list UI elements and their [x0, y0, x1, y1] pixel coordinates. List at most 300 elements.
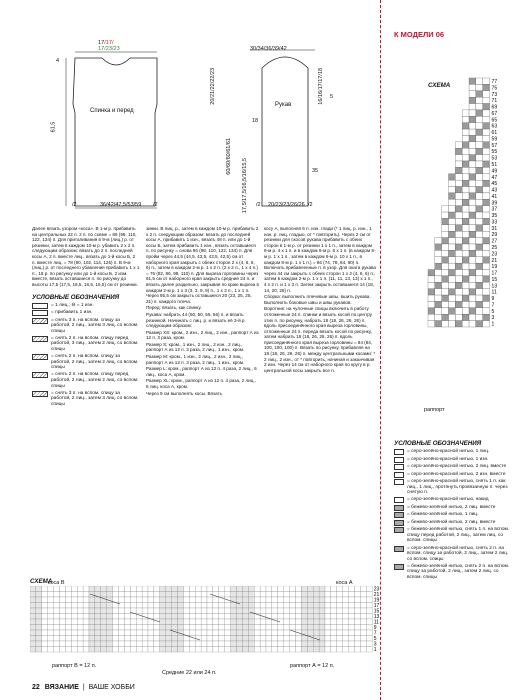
- scheme-cell: [483, 187, 490, 193]
- scheme-cell: [428, 282, 435, 288]
- scheme-cell: [469, 116, 476, 122]
- scheme-big-cell: [290, 603, 296, 609]
- scheme-big-cell: [77, 603, 83, 609]
- scheme-cell: [462, 282, 469, 288]
- scheme-big-cell: [284, 592, 290, 598]
- scheme-big-cell: [307, 614, 313, 620]
- col2-paragraph-4: Через 9 см выполнять косы. Вязать: [146, 390, 223, 396]
- scheme-big-cell: [195, 592, 201, 598]
- scheme-big-cell: [148, 630, 154, 636]
- scheme-big-cell: [42, 603, 48, 609]
- scheme-big-cell: [260, 597, 266, 603]
- scheme-big-cell: [54, 641, 60, 647]
- scheme-big-cell: [178, 608, 184, 614]
- scheme-big-cell: [337, 619, 343, 625]
- scheme-big-cell: [42, 625, 48, 631]
- scheme-big-cell: [160, 603, 166, 609]
- scheme-big-cell: [119, 592, 125, 598]
- scheme-big-cell: [225, 641, 231, 647]
- scheme-big-cell: [160, 636, 166, 642]
- scheme-big-cell: [172, 647, 178, 653]
- scheme-cell: [455, 301, 462, 307]
- scheme-cell: [449, 193, 456, 199]
- scheme-big-cell: [284, 597, 290, 603]
- scheme-big-cell: [201, 597, 207, 603]
- scheme-big-cell: [60, 608, 66, 614]
- scheme-big-cell: [77, 619, 83, 625]
- scheme-big-cell: [242, 641, 248, 647]
- scheme-big-cell: [343, 592, 349, 598]
- scheme-big-cell: [331, 592, 337, 598]
- scheme-big-cell: [178, 619, 184, 625]
- scheme-big-cell: [349, 608, 355, 614]
- scheme-cell: [483, 206, 490, 212]
- scheme-big-cell: [254, 641, 260, 647]
- legend-right-text: = бежево-зелёной нитью, 2 лиц. вместе: [407, 504, 496, 510]
- scheme-big-cell: [148, 597, 154, 603]
- scheme-big-cell: [355, 603, 361, 609]
- scheme-big-cell: [130, 614, 136, 620]
- scheme-big-cell: [154, 641, 160, 647]
- scheme-big-cell: [266, 603, 272, 609]
- scheme-big-cell: [272, 586, 278, 592]
- scheme-big-cell: [213, 603, 219, 609]
- scheme-big-cell: [242, 625, 248, 631]
- scheme-big-cell: [272, 592, 278, 598]
- scheme-big-cell: [301, 647, 307, 653]
- scheme-big-cell: [366, 641, 372, 647]
- front-bottom-c-right: /2: [153, 202, 158, 208]
- scheme-big-cell: [237, 641, 243, 647]
- scheme-cell: [469, 257, 476, 263]
- scheme-cell: [483, 244, 490, 250]
- scheme-cell: [462, 263, 469, 269]
- scheme-big-cell: [296, 592, 302, 598]
- scheme-big-cell: [242, 619, 248, 625]
- scheme-cell: [455, 270, 462, 276]
- scheme-big-cell: [355, 636, 361, 642]
- scheme-big-cell: [284, 625, 290, 631]
- scheme-small: [400, 72, 512, 417]
- legend-right-text: = бежево-зелёной нитью, 1 лиц.: [407, 512, 479, 518]
- scheme-big-cell: [54, 597, 60, 603]
- kosa-b-label: коса В: [48, 580, 65, 586]
- scheme-row-number: 23: [491, 251, 498, 258]
- scheme-big-cell: [54, 603, 60, 609]
- col2-paragraph-2: Перед: вязать, как спинку.: [146, 305, 202, 311]
- scheme-big-cell: [366, 608, 372, 614]
- scheme-cell: [469, 212, 476, 218]
- scheme-cell: [449, 270, 456, 276]
- scheme-big-cell: [313, 625, 319, 631]
- legend-symbol-icon: [394, 497, 404, 503]
- scheme-cell: [476, 155, 483, 161]
- scheme-big-cell: [148, 647, 154, 653]
- scheme-big-cell: [284, 586, 290, 592]
- scheme-big-cell: [136, 592, 142, 598]
- scheme-big-cell: [225, 619, 231, 625]
- scheme-big-cell: [30, 586, 36, 592]
- scheme-big-cell: [319, 625, 325, 631]
- scheme-big-cell: [366, 603, 372, 609]
- scheme-cell: [462, 257, 469, 263]
- scheme-big-cell: [207, 636, 213, 642]
- scheme-big-cell: [65, 608, 71, 614]
- scheme-cell: [483, 295, 490, 301]
- scheme-big-cell: [142, 597, 148, 603]
- scheme-big-cell: [313, 647, 319, 653]
- scheme-big-cell: [219, 625, 225, 631]
- scheme-big-cell: [213, 625, 219, 631]
- scheme-cell: [476, 84, 483, 90]
- scheme-cell: [462, 167, 469, 173]
- scheme-big-cell: [83, 641, 89, 647]
- legend-right-text: = серо-зелёно-красной нитью, 1 изн.: [407, 456, 489, 462]
- scheme-big-cell: [119, 630, 125, 636]
- scheme-big-cell: [225, 608, 231, 614]
- scheme-big-cell: [301, 619, 307, 625]
- scheme-big-cell: [166, 586, 172, 592]
- scheme-big-cell: [242, 597, 248, 603]
- scheme-big-cell: [89, 597, 95, 603]
- scheme-cell: [455, 289, 462, 295]
- scheme-big-cell: [213, 619, 219, 625]
- scheme-big-cell: [113, 625, 119, 631]
- scheme-big-cell: [325, 625, 331, 631]
- scheme-big-cell: [95, 636, 101, 642]
- scheme-big-cell: [360, 597, 366, 603]
- scheme-big-cell: [366, 597, 372, 603]
- scheme-big-cell: [60, 586, 66, 592]
- scheme-cell: [449, 314, 456, 320]
- scheme-big-cell: [107, 630, 113, 636]
- scheme-cell: [476, 301, 483, 307]
- scheme-big-cell: [60, 636, 66, 642]
- scheme-cell: [428, 289, 435, 295]
- legend-right-item: [394, 520, 512, 526]
- scheme-big-cell: [124, 603, 130, 609]
- scheme-big-cell: [272, 630, 278, 636]
- scheme-big: [30, 586, 385, 658]
- scheme-big-cell: [307, 608, 313, 614]
- scheme-cell: [455, 250, 462, 256]
- scheme-cell: [483, 116, 490, 122]
- scheme-big-cell: [89, 619, 95, 625]
- scheme-big-cell: [183, 603, 189, 609]
- scheme-cell: [428, 276, 435, 282]
- legend-symbol-icon: [32, 372, 48, 378]
- scheme-cell: [435, 289, 442, 295]
- legend-right-text: = бежево-зелёной нитью, 2 лиц. вместе: [407, 519, 496, 525]
- scheme-big-cell: [331, 641, 337, 647]
- scheme-big-cell: [319, 636, 325, 642]
- scheme-row-number: 51: [491, 161, 498, 168]
- scheme-cell: [455, 155, 462, 161]
- scheme-cell: [449, 199, 456, 205]
- scheme-cell: [435, 276, 442, 282]
- scheme-big-cell: [113, 614, 119, 620]
- page-number: 22: [32, 684, 40, 691]
- scheme-big-cell: [307, 619, 313, 625]
- scheme-cell: [476, 276, 483, 282]
- scheme-cell: [469, 148, 476, 154]
- legend-right-item: [394, 505, 512, 511]
- scheme-big-cell: [101, 603, 107, 609]
- scheme-big-cell: [36, 630, 42, 636]
- scheme-big-cell: [260, 636, 266, 642]
- scheme-big-cell: [201, 586, 207, 592]
- scheme-big-cell: [307, 647, 313, 653]
- scheme-big-cell: [325, 641, 331, 647]
- scheme-big-cell: [366, 592, 372, 598]
- scheme-big-cell: [71, 614, 77, 620]
- scheme-cell: [469, 129, 476, 135]
- scheme-big-cell: [260, 603, 266, 609]
- scheme-big-cell: [172, 614, 178, 620]
- scheme-cell: [455, 244, 462, 250]
- scheme-cell: [469, 276, 476, 282]
- scheme-big-cell: [54, 608, 60, 614]
- scheme-cell: [462, 301, 469, 307]
- scheme-big-cell: [77, 636, 83, 642]
- scheme-big-cell: [183, 614, 189, 620]
- scheme-big-cell: [242, 603, 248, 609]
- scheme-row-number: 53: [491, 155, 498, 162]
- scheme-big-cell: [65, 636, 71, 642]
- scheme-big-cell: [124, 597, 130, 603]
- scheme-cell: [449, 225, 456, 231]
- scheme-cell: [469, 135, 476, 141]
- scheme-big-cell: [248, 586, 254, 592]
- scheme-cell: [483, 308, 490, 314]
- magazine-title: ВЯЗАНИЕ: [44, 684, 79, 691]
- scheme-cell: [449, 206, 456, 212]
- scheme-big-cell: [355, 619, 361, 625]
- scheme-big-cell: [296, 608, 302, 614]
- scheme-big-cell: [278, 592, 284, 598]
- scheme-big-row-number: 13: [373, 614, 380, 620]
- scheme-big-cell: [142, 647, 148, 653]
- scheme-row-number: 17: [491, 270, 498, 277]
- scheme-big-cell: [178, 614, 184, 620]
- scheme-big-cell: [272, 625, 278, 631]
- scheme-row-number: 75: [491, 85, 498, 92]
- scheme-cell: [469, 289, 476, 295]
- scheme-cell: [435, 282, 442, 288]
- scheme-big-cell: [119, 647, 125, 653]
- scheme-big-cell: [142, 641, 148, 647]
- scheme-big-cell: [142, 630, 148, 636]
- scheme-big-cell: [301, 608, 307, 614]
- scheme-big-cell: [83, 619, 89, 625]
- scheme-big-cell: [136, 636, 142, 642]
- scheme-row-number: 37: [491, 206, 498, 213]
- scheme-big-cell: [248, 592, 254, 598]
- scheme-big-cell: [77, 597, 83, 603]
- scheme-big-cell: [113, 586, 119, 592]
- scheme-cell: [483, 142, 490, 148]
- legend-main-text: = снять 2 п. на вспом. спицу перед работой, 3 лиц., затем 2 лиц. со вспом. спицы: [51, 335, 139, 352]
- scheme-big-cell: [219, 636, 225, 642]
- scheme-big-cell: [266, 608, 272, 614]
- scheme-big-cell: [313, 619, 319, 625]
- scheme-big-cell: [42, 641, 48, 647]
- front-back-label: Спинка и перед: [90, 108, 134, 114]
- scheme-cell: [428, 270, 435, 276]
- scheme-big-cell: [107, 603, 113, 609]
- scheme-big-cell: [95, 614, 101, 620]
- scheme-big-cell: [83, 625, 89, 631]
- legend-right-text: = бежево-зелёной нитью, снять 2 п. на вспом. спицу за работой, 2 лиц., затем 2 лиц. со вспом. спицы: [407, 563, 510, 581]
- scheme-big-cell: [325, 592, 331, 598]
- scheme-big-cell: [266, 592, 272, 598]
- scheme-big-cell: [189, 641, 195, 647]
- scheme-cell: [476, 257, 483, 263]
- scheme-big-cell: [178, 641, 184, 647]
- scheme-row-number: 73: [491, 91, 498, 98]
- scheme-big-cell: [89, 603, 95, 609]
- sleeve-label: Рукав: [275, 102, 292, 108]
- scheme-big-cell: [71, 647, 77, 653]
- scheme-big-cell: [166, 641, 172, 647]
- scheme-big-cell: [42, 592, 48, 598]
- scheme-cell: [469, 84, 476, 90]
- scheme-big-cell: [183, 641, 189, 647]
- scheme-cell: [462, 314, 469, 320]
- scheme-big-cell: [213, 636, 219, 642]
- scheme-big-cell: [77, 625, 83, 631]
- scheme-cell: [483, 84, 490, 90]
- scheme-cell: [469, 250, 476, 256]
- scheme-cell: [476, 193, 483, 199]
- scheme-big-cell: [219, 586, 225, 592]
- scheme-cell: [455, 314, 462, 320]
- scheme-big-cell: [360, 641, 366, 647]
- scheme-cell: [483, 257, 490, 263]
- scheme-cell: [469, 308, 476, 314]
- scheme-cell: [483, 78, 490, 84]
- scheme-cell: [435, 301, 442, 307]
- scheme-cell: [476, 116, 483, 122]
- legend-right-text: = серо-зелёно-красной нитью, 2 лиц. вместе: [407, 464, 507, 469]
- scheme-cell: [462, 231, 469, 237]
- scheme-cell: [455, 167, 462, 173]
- scheme-big-cell: [337, 630, 343, 636]
- scheme-cell: [428, 295, 435, 301]
- scheme-cell: [469, 161, 476, 167]
- scheme-cell: [476, 212, 483, 218]
- scheme-big-cell: [278, 603, 284, 609]
- scheme-big-cell: [296, 597, 302, 603]
- scheme-big-cell: [42, 636, 48, 642]
- scheme-cell: [483, 301, 490, 307]
- scheme-big-row-number: 5: [373, 636, 377, 642]
- scheme-cell: [476, 231, 483, 237]
- legend-main-item: [32, 303, 140, 309]
- front-back-outline: [50, 38, 185, 213]
- scheme-big-cell: [307, 597, 313, 603]
- scheme-cell: [449, 250, 456, 256]
- scheme-big-cell: [296, 603, 302, 609]
- middle-label: Средние 22 или 24 п.: [162, 670, 217, 676]
- scheme-cell: [483, 314, 490, 320]
- scheme-big-cell: [148, 592, 154, 598]
- scheme-big-cell: [278, 641, 284, 647]
- scheme-big-cell: [195, 636, 201, 642]
- scheme-big-cell: [219, 608, 225, 614]
- scheme-big-cell: [231, 608, 237, 614]
- scheme-big-cell: [284, 630, 290, 636]
- legend-right-item: [394, 497, 512, 503]
- scheme-cell: [469, 193, 476, 199]
- scheme-big-cell: [313, 603, 319, 609]
- scheme-big-cell: [166, 603, 172, 609]
- scheme-big-cell: [201, 647, 207, 653]
- scheme-big-cell: [319, 586, 325, 592]
- scheme-big-cell: [242, 630, 248, 636]
- scheme-big-cell: [65, 592, 71, 598]
- scheme-cell: [476, 129, 483, 135]
- scheme-row-number: 5: [491, 308, 495, 315]
- scheme-big-cell: [178, 592, 184, 598]
- scheme-cell: [469, 91, 476, 97]
- scheme-big-cell: [343, 586, 349, 592]
- sleeve-right-lower: 35: [312, 168, 319, 174]
- scheme-big-cell: [178, 597, 184, 603]
- scheme-big-cell: [231, 592, 237, 598]
- legend-symbol-icon: [394, 527, 404, 533]
- scheme-big-cell: [65, 614, 71, 620]
- legend-symbol-icon: [32, 391, 48, 397]
- scheme-big-cell: [154, 597, 160, 603]
- footer-separator: |: [82, 684, 85, 691]
- sleeve-bottom-right: /2: [308, 202, 313, 208]
- scheme-big-cell: [248, 619, 254, 625]
- legend-symbol-icon: [394, 564, 404, 570]
- scheme-cell: [442, 295, 449, 301]
- scheme-big-cell: [366, 619, 372, 625]
- scheme-big-cell: [360, 592, 366, 598]
- col2-paragraph-3: Рукава: набрать 44 (50, 50, 56, 56) п. и вязать резинкой. Начинать с лиц. р. и вязать её 3-й р. следующим образом:: [146, 311, 246, 329]
- scheme-big-cell: [172, 636, 178, 642]
- scheme-cell: [469, 155, 476, 161]
- scheme-big-cell: [101, 625, 107, 631]
- scheme-big-cell: [319, 592, 325, 598]
- legend-right-item: [394, 457, 512, 463]
- neck-depth: 4: [56, 58, 60, 64]
- scheme-big-cell: [89, 592, 95, 598]
- scheme-big-cell: [154, 592, 160, 598]
- scheme-big-cell: [349, 636, 355, 642]
- legend-symbol-icon: [394, 512, 404, 518]
- scheme-row-number: 25: [491, 244, 498, 251]
- legend-right: [394, 438, 512, 582]
- scheme-cell: [483, 289, 490, 295]
- scheme-big-cell: [213, 597, 219, 603]
- scheme-big-cell: [189, 647, 195, 653]
- legend-main-title: УСЛОВНЫЕ ОБОЗНАЧЕНИЯ: [32, 293, 120, 301]
- scheme-big-cell: [278, 630, 284, 636]
- scheme-big-cell: [172, 603, 178, 609]
- scheme-cell: [469, 282, 476, 288]
- scheme-big-cell: [119, 586, 125, 592]
- scheme-big-cell: [30, 625, 36, 631]
- legend-main-text: = снять 3 п. на вспом. спицу за работой, 2 лиц., затем 3 лиц. со вспом. спицы: [51, 390, 139, 407]
- scheme-big-row-number: 19: [373, 597, 380, 604]
- scheme-cell: [483, 238, 490, 244]
- scheme-big-cell: [349, 597, 355, 603]
- scheme-big-row-number: 17: [373, 603, 380, 609]
